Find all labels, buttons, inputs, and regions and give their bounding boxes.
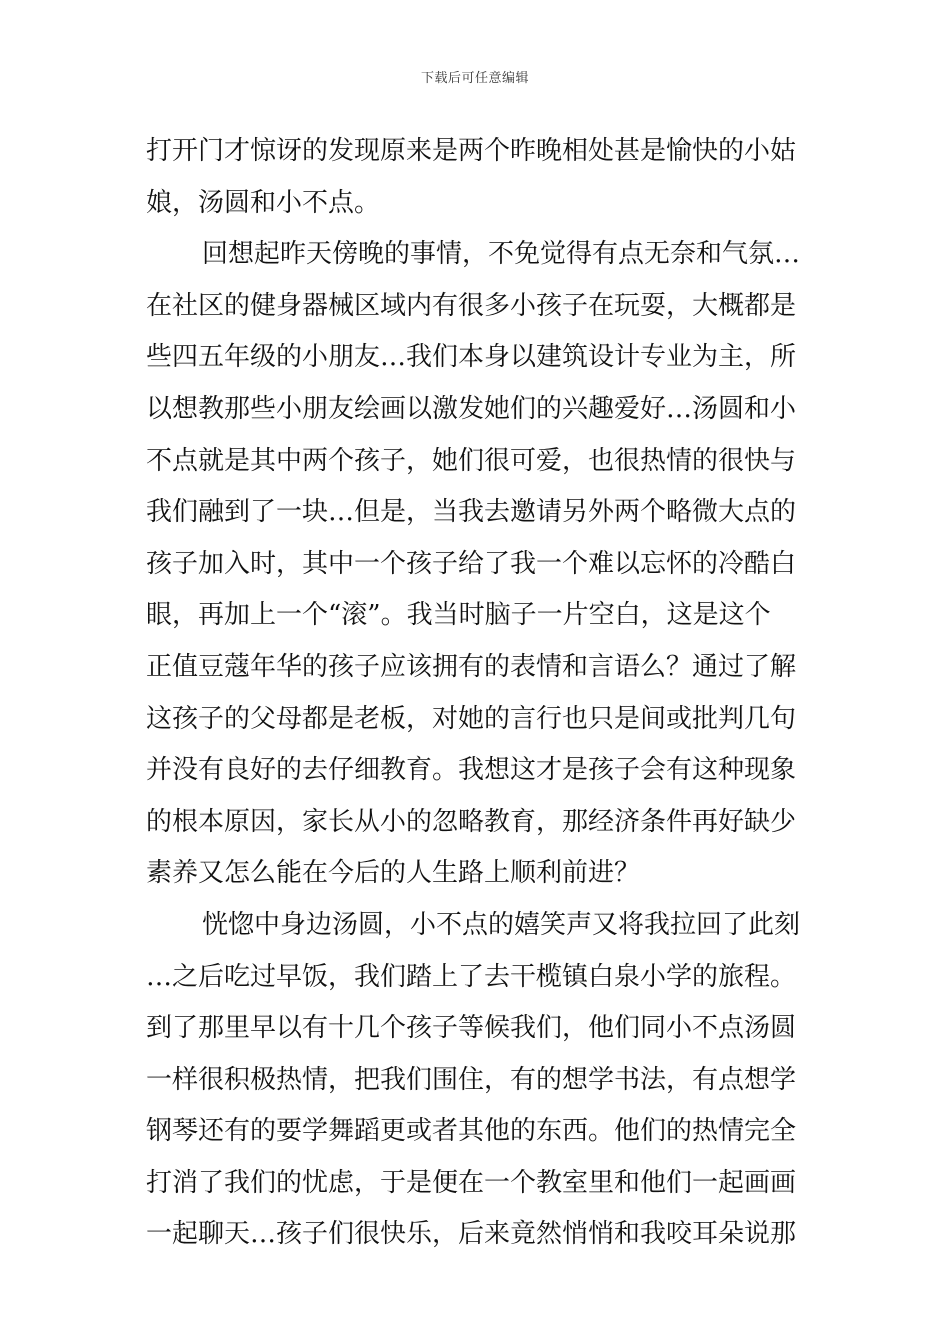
text-line: 打开门才惊讶的发现原来是两个昨晚相处甚是愉快的小姑 xyxy=(146,136,797,166)
document-body xyxy=(146,126,806,1261)
paragraph xyxy=(146,229,806,900)
text-line: 眼，再加上一个“滚”。我当时脑子一片空白，这是这个 xyxy=(146,600,771,631)
text-line: 打消了我们的忧虑，于是便在一个教室里和他们一起画画 xyxy=(146,1167,797,1198)
text-line: 素养又怎么能在今后的人生路上顺利前进？ xyxy=(146,858,641,889)
page-header: 下载后可任意编辑 xyxy=(420,71,529,86)
paragraph xyxy=(146,900,806,1261)
text-line: …之后吃过早饭，我们踏上了去干榄镇白泉小学的旅程。 xyxy=(146,961,797,992)
paragraph xyxy=(146,126,806,229)
text-line: 回想起昨天傍晚的事情，不免觉得有点无奈和气氛… xyxy=(202,239,801,270)
text-line: 正值豆蔻年华的孩子应该拥有的表情和言语么？通过了解 xyxy=(146,651,797,682)
text-line: 并没有良好的去仔细教育。我想这才是孩子会有这种现象 xyxy=(146,755,797,786)
text-line: 到了那里早以有十几个孩子等候我们，他们同小不点汤圆 xyxy=(146,1013,797,1044)
text-line: 孩子加入时，其中一个孩子给了我一个难以忘怀的冷酷白 xyxy=(146,548,797,579)
text-line: 不点就是其中两个孩子，她们很可爱，也很热情的很快与 xyxy=(146,445,797,476)
text-line: 娘，汤圆和小不点。 xyxy=(146,187,381,218)
text-line: 的根本原因，家长从小的忽略教育，那经济条件再好缺少 xyxy=(146,806,797,837)
text-line: 恍惚中身边汤圆，小不点的嬉笑声又将我拉回了此刻 xyxy=(202,909,801,940)
text-line: 些四五年级的小朋友…我们本身以建筑设计专业为主，所 xyxy=(146,342,797,373)
text-line: 钢琴还有的要学舞蹈更或者其他的东西。他们的热情完全 xyxy=(146,1116,797,1147)
text-line: 一样很积极热情，把我们围住，有的想学书法，有点想学 xyxy=(146,1064,797,1095)
text-line: 在社区的健身器械区域内有很多小孩子在玩耍，大概都是 xyxy=(146,290,797,321)
text-line: 一起聊天…孩子们很快乐，后来竟然悄悄和我咬耳朵说那 xyxy=(146,1219,797,1250)
text-line: 我们融到了一块…但是，当我去邀请另外两个略微大点的 xyxy=(146,497,797,528)
text-line: 这孩子的父母都是老板，对她的言行也只是间或批判几句 xyxy=(146,703,797,734)
text-line: 以想教那些小朋友绘画以激发她们的兴趣爱好…汤圆和小 xyxy=(146,393,797,424)
